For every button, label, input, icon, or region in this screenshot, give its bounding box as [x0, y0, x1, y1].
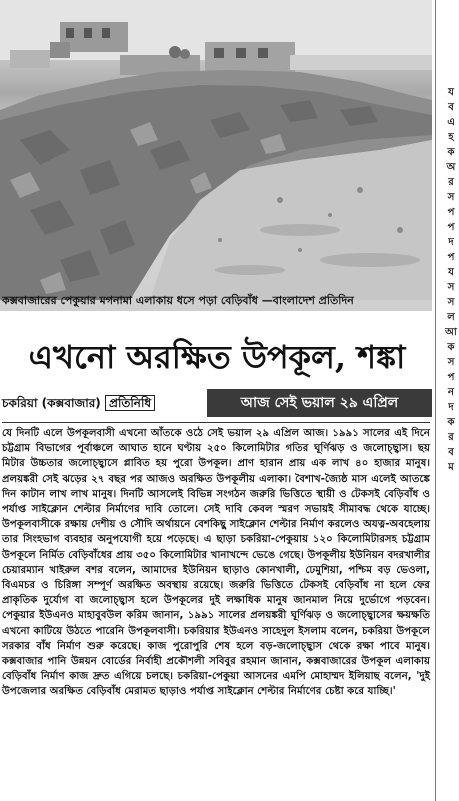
adjacent-column-char: প	[447, 252, 455, 263]
adjacent-column-char: য	[448, 87, 454, 98]
adjacent-column-char: প	[447, 372, 455, 383]
adjacent-column-char: য	[448, 267, 454, 278]
adjacent-column-char: স	[447, 297, 455, 308]
adjacent-column-char: ব	[448, 447, 454, 458]
adjacent-column-char: এ	[447, 117, 455, 128]
adjacent-column-char: দ	[448, 402, 454, 413]
news-photo	[0, 0, 432, 311]
adjacent-column-char: আ	[445, 327, 457, 338]
adjacent-column-char: ক	[447, 417, 455, 428]
headline: এখনো অরক্ষিত উপকূল, শঙ্কা	[28, 338, 406, 376]
adjacent-column-char: ক	[447, 342, 455, 353]
reporter-label: প্রতিনিধি	[105, 395, 155, 411]
adjacent-column-char: প	[447, 207, 455, 218]
adjacent-column-char: স	[447, 282, 455, 293]
article-body: যে দিনটি এলে উপকূলবাসী এখনো আঁতকে ওঠে সেই ভয়াল ২৯ এপ্রিল আজ। ১৯৯১ সালের এই দিনে চট্টগ্রাম বিভাগের পূর্বাঞ্চলে আঘাত হানে ঘণ্টায় ২৫০ কিলোমিটার গতির ঘূর্ণিঝড় ও জলোচ্ছ্বাস। ছয় মিটার উচ্চতার জলোচ্ছ্বাসে প্লাবিত হয় পুরো উপকূল। প্রাণ হারান প্রায় এক লাখ ৪০ হাজার মানুষ। প্রলয়ঙ্করী সেই ঝড়ের ২৭ বছর পর আজও অরক্ষিত উপকূলীয় এলাকা। বৈশাখ-জ্যৈষ্ঠ মাস এলেই আতঙ্কে দিন কাটান লাখ লাখ মানুষ। দিনটি আসলেই বিভিন্ন সংগঠন জরুরি ভিত্তিতে স্থায়ী ও টেকসই বেড়িবাঁধ ও পর্যাপ্ত সাইক্লোন শেল্টার নির্মাণের দাবি তোলে। সেই দাবি কেবল স্মরণ সভায়ই সীমাবদ্ধ থেকে যাচ্ছে। উপকূলবাসীকে রক্ষায় দেশীয় ও সৌদি অর্থায়নে বেশকিছু সাইক্লোন শেল্টার নির্মাণ করলেও অযত্ন-অবহেলায় তার সিংহভাগ ব্যবহার অনুপযোগী হয়ে পড়েছে। এ ছাড়া চকরিয়া-পেকুয়ায় ১২০ কিলোমিটারসহ চট্টগ্রাম উপকূলে নির্মিত বেড়িবাঁধের প্রায় ৩৫০ কিলোমিটার খানাখন্দে ভেঙে গেছে। উপকূলীয় ইউনিয়ন বদরখালীর চেয়ারম্যান খাইরুল বশর বলেন, আমাদের ইউনিয়ন ছাড়াও কোনখালী, ঢেমুশিয়া, পশ্চিম বড় ভেওলা, বিএমচর ও চিরিঙ্গা সম্পূর্ণ অরক্ষিত অবস্থায় রয়েছে। জরুরি ভিত্তিতে টেকসই বেড়িবাঁধ না হলে ফের প্রাকৃতিক দুর্যোগ বা জলোচ্ছ্বাস হলে উপকূলের দুই লক্ষাধিক মানুষ জানমাল নিয়ে দুর্ভোগে পড়বেন। পেকুয়ার ইউএনও মাহাবুবউল করিম জানান, ১৯৯১ সালের প্রলয়ঙ্করী ঘূর্ণিঝড় ও জলোচ্ছ্বাসের ক্ষয়ক্ষতি এখনো কাটিয়ে উঠতে পারেনি উপকূলবাসী। চকরিয়ার ইউএনও সাহেদুল ইসলাম বলেন, চকরিয়া উপকূলে সরকার বাঁধ নির্মাণ শুরু করেছে। কাজ পুরোপুরি শেষ হলে বড়-জলোচ্ছ্বাস থেকে রক্ষা পাবে মানুষ। কক্সবাজার পানি উন্নয়ন বোর্ডের নির্বাহী প্রকৌশলী সবিবুর রহমান জানান, কক্সবাজারের উপকূল এলাকায় বেড়িবাঁধ নির্মাণ কাজ দ্রুত এগিয়ে চলছে। চকরিয়া-পেকুয়া আসনের এমপি মোহাম্মদ ইলিয়াছ বলেন, 'দুই উপজেলার অরক্ষিত বেড়িবাঁধ মেরামত ছাড়াও পর্যাপ্ত সাইক্লোন শেল্টার নির্মাণের চেষ্টা করে যাচ্ছি।'	[2, 428, 430, 698]
photo-caption: কক্সবাজারের পেকুয়ার মগনামা এলাকায় ধসে পড়া বেড়িবাঁধ —বাংলাদেশ প্রতিদিন	[2, 294, 354, 307]
reporter-line	[2, 391, 155, 415]
column-rule	[435, 0, 436, 801]
adjacent-column-char: হ	[448, 132, 454, 143]
adjacent-column-char: স	[447, 357, 455, 368]
adjacent-column-char: অ	[446, 162, 456, 173]
adjacent-column-char: র	[448, 432, 454, 443]
adjacent-column-char: প	[447, 222, 455, 233]
adjacent-column-char: স	[447, 192, 455, 203]
reporter-place: চকরিয়া (কক্সবাজার)	[2, 396, 101, 410]
adjacent-column-char: র	[448, 177, 454, 188]
embankment-photo-illustration	[0, 0, 432, 311]
anniversary-box: আজ সেই ভয়াল ২৯ এপ্রিল	[207, 389, 432, 417]
adjacent-column-char: ক	[447, 147, 455, 158]
divider	[2, 422, 430, 423]
adjacent-column-char: ব	[448, 102, 454, 113]
adjacent-column-char: দ	[448, 237, 454, 248]
adjacent-column-char: ম	[448, 462, 454, 473]
adjacent-column-char: ন	[448, 387, 454, 398]
adjacent-column-char: ল	[447, 312, 455, 323]
